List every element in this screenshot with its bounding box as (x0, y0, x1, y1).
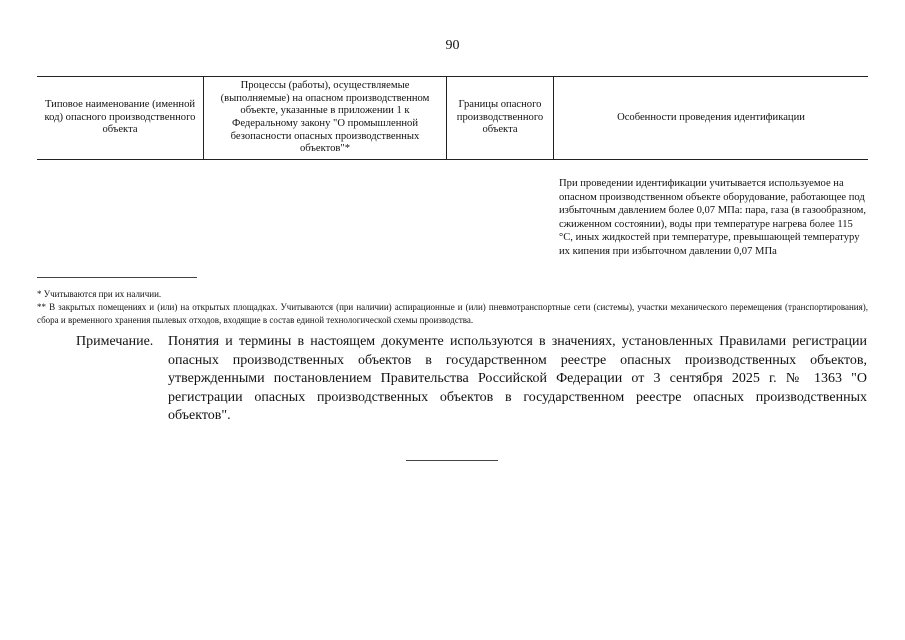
header-identification-features: Особенности проведения идентификации (553, 77, 868, 159)
note-label: Примечание. (76, 334, 154, 349)
note (76, 333, 867, 426)
cell-object-type (37, 160, 203, 259)
table-row (37, 160, 868, 259)
identification-table (37, 76, 868, 259)
cell-processes (203, 160, 446, 259)
footnote-1: * Учитываются при их наличии. (37, 289, 162, 299)
note-text: Понятия и термины в настоящем документе используются в значениях, установленных Правилами регистрации опасных производственных объектов в государственном реестре опасных производственных объектов, утвержденными постановлением Правительства Российской Федерации от 3 сентября 2025 г. № 1363 "О регистрации опасных производственных объектов в государственном реестре опасных производственных объектов". (168, 334, 867, 423)
footnote-2: ** В закрытых помещениях и (или) на открытых площадках. Учитываются (при наличии) аспирационные и (или) пневмотранспортные сети (системы), участки механического перемещения (транспортирования), сбора и временного хранения пылевых отходов, входящие в состав единой технологической схемы производства. (37, 302, 868, 325)
footnote-divider (37, 277, 197, 278)
page-number: 90 (445, 38, 460, 53)
cell-boundaries (446, 160, 553, 259)
end-divider (406, 460, 498, 461)
header-processes: Процессы (работы), осуществляемые (выполняемые) на опасном производственном объекте, указанные в приложении 1 к Федеральному закону "О промышленной безопасности опасных производственных объектов"* (203, 77, 446, 159)
table-header-row (37, 76, 868, 160)
header-object-type: Типовое наименование (именной код) опасного производственного объекта (44, 99, 196, 136)
header-boundaries: Границы опасного производственного объекта (446, 77, 553, 159)
footnotes (37, 288, 868, 327)
cell-identification-features: При проведении идентификации учитывается используемое на опасном производственном объекте оборудование, работающее под избыточным давлением более 0,07 МПа: пара, газа (в газообразном, сжиженном состоянии), воды при температуре нагрева более 115 °C, иных жидкостей при температуре, превышающей температуру их кипения при избыточном давлении 0,07 МПа (559, 178, 866, 257)
